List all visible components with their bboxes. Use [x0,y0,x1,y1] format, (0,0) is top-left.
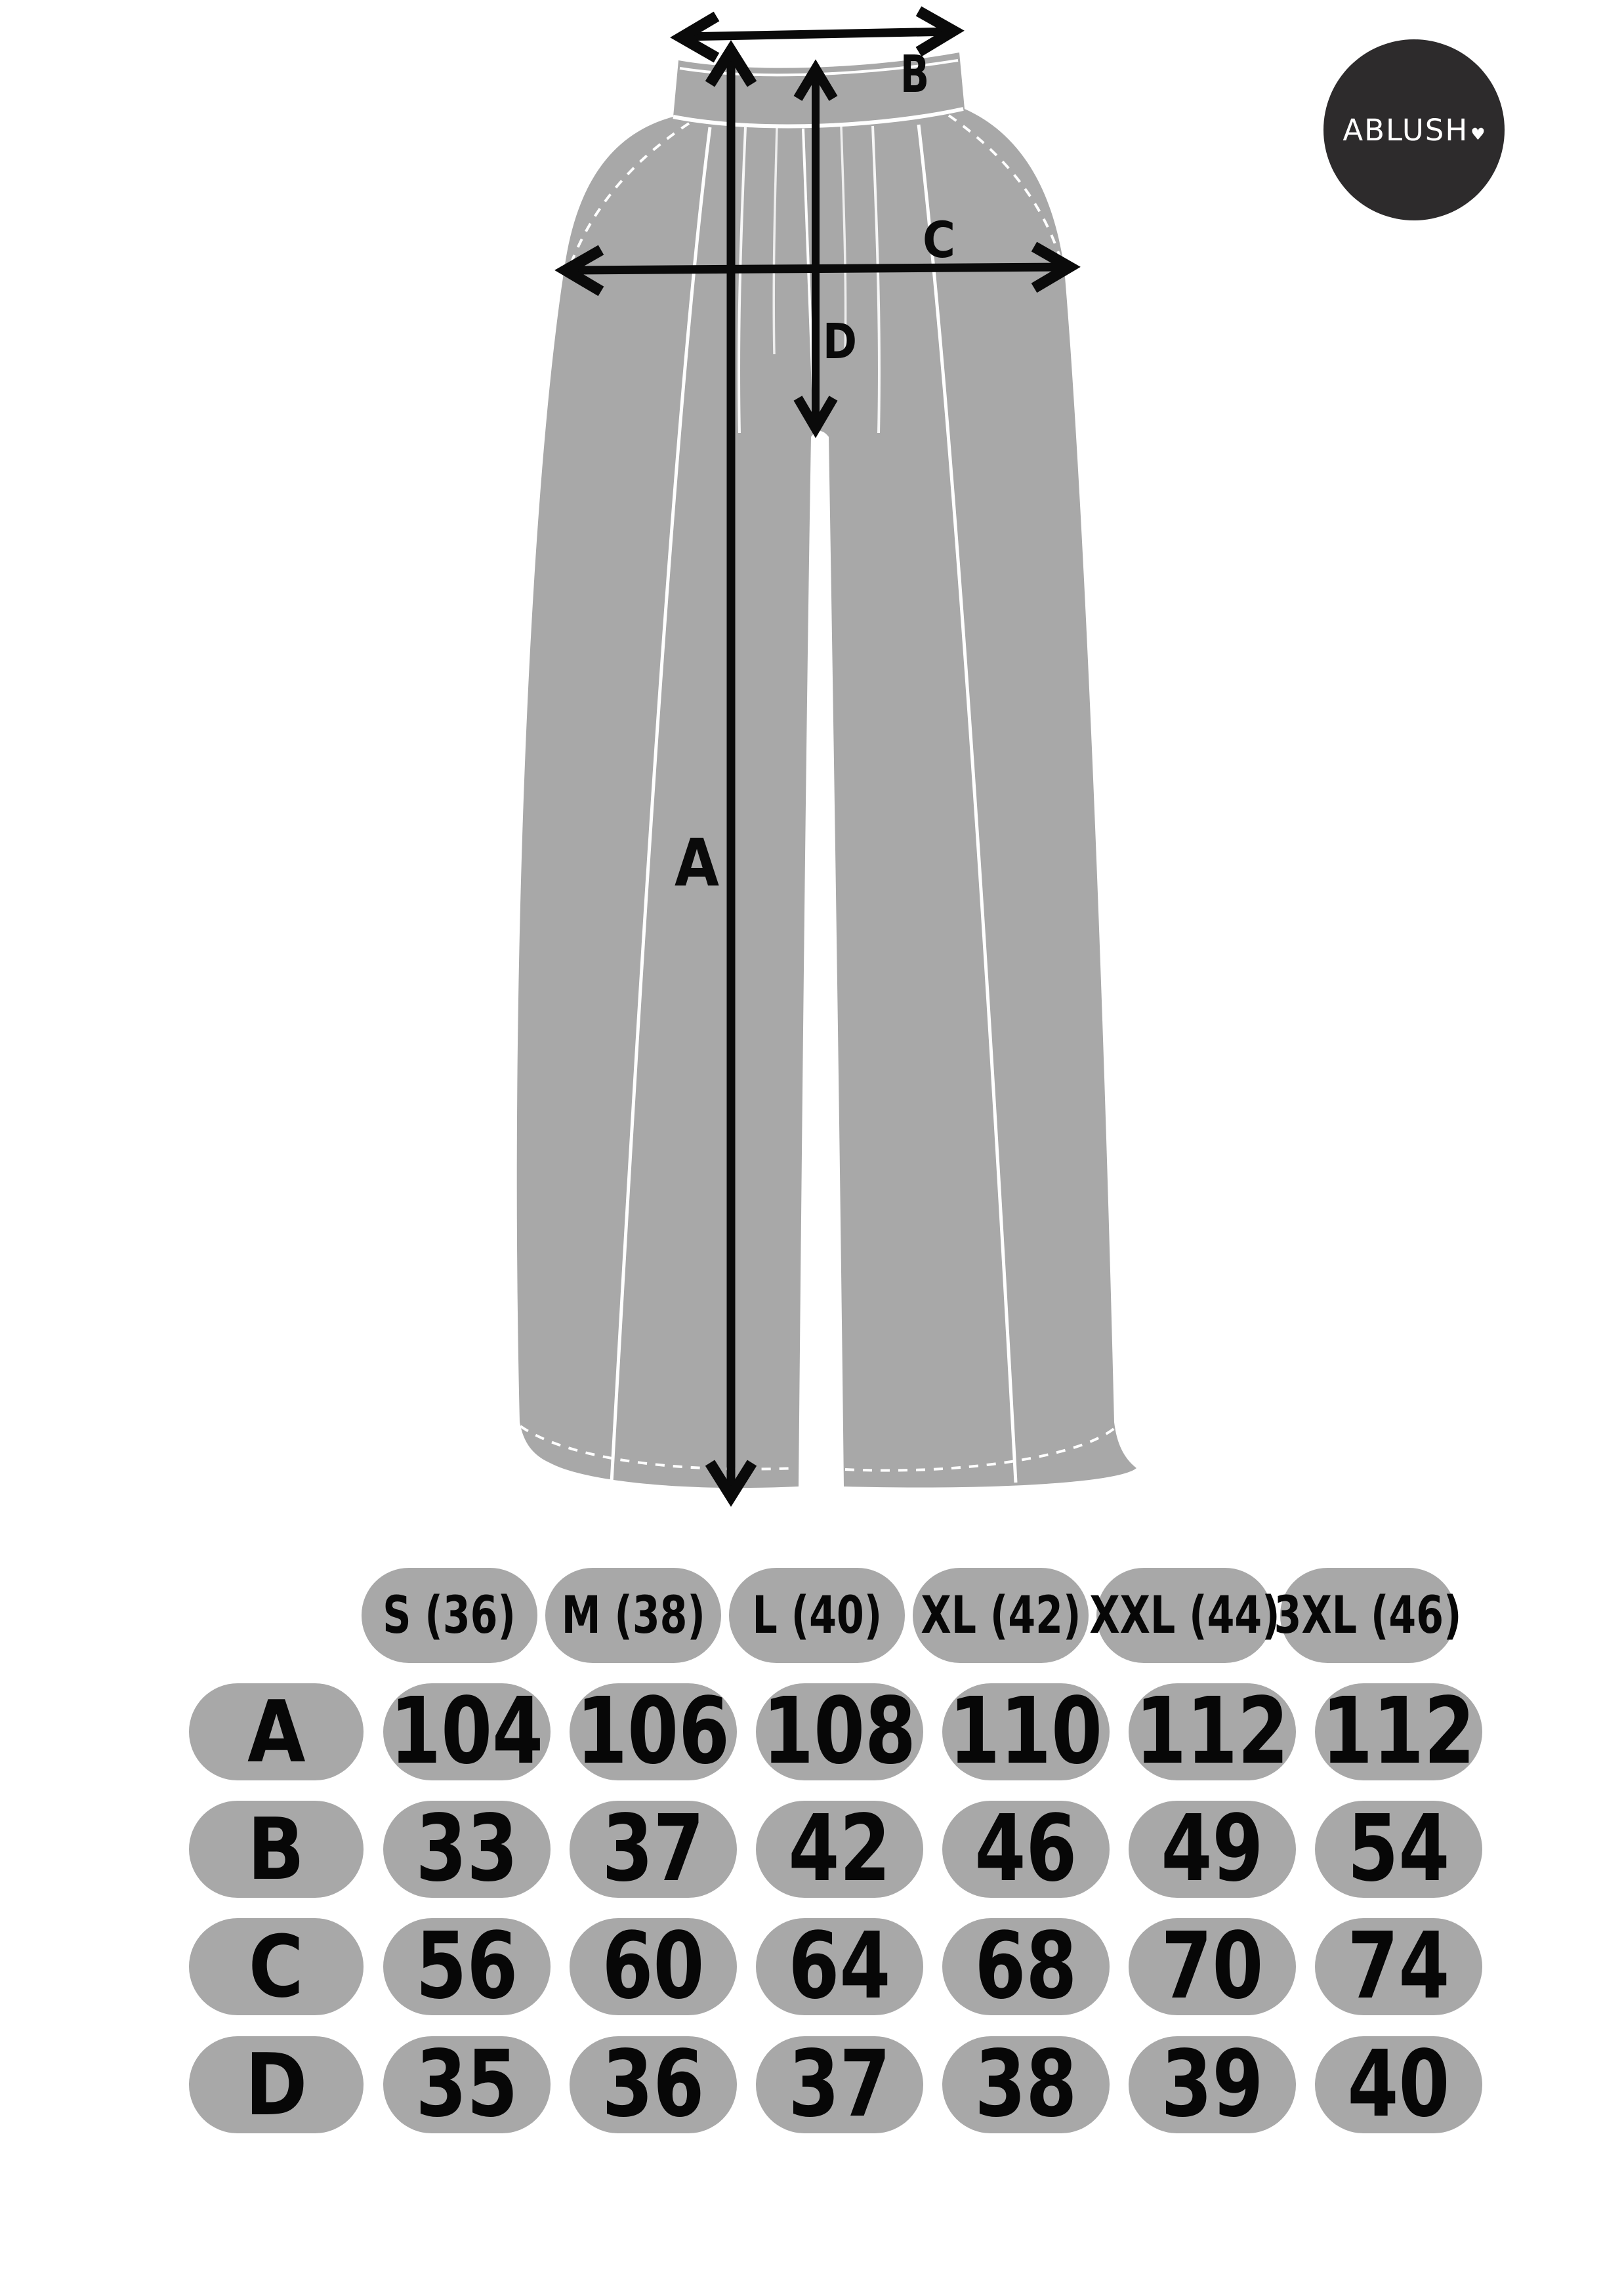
size-header-label: XL (42) [921,1586,1081,1645]
measure-value-pill [570,1795,737,1902]
size-header-pill [913,1568,1089,1663]
measure-value: 49 [1161,1795,1264,1902]
size-header-pill [1274,1568,1462,1663]
label-b: B [900,45,929,104]
measure-value: 42 [788,1795,891,1902]
measure-value: 39 [1161,2031,1264,2138]
heart-icon: ♥ [1470,124,1486,144]
table-row-a [189,1678,1482,1785]
measure-value: 36 [602,2031,705,2138]
measure-letter: A [247,1682,306,1782]
measure-value: 104 [390,1678,544,1785]
measure-value: 110 [949,1678,1103,1785]
measure-value: 46 [974,1795,1077,1902]
measure-value: 33 [415,1795,518,1902]
measure-value: 37 [602,1795,705,1902]
measure-value: 54 [1347,1795,1450,1902]
measure-value: 74 [1347,1913,1450,2020]
measure-value: 64 [788,1913,891,2020]
measure-value-pill [942,1913,1110,2020]
measure-value: 112 [1135,1678,1289,1785]
measure-value-pill [942,1795,1110,1902]
measure-value-pill [756,1795,923,1902]
measure-value-pill [756,2031,923,2138]
table-row-c [189,1913,1482,2020]
measure-value-pill [570,1913,737,2020]
measure-value-pill [1315,1795,1482,1902]
measure-value: 40 [1347,2031,1450,2138]
measure-value-pill [1129,1913,1296,2020]
label-a: A [675,825,719,901]
table-row-b [189,1795,1482,1902]
measure-value-pill [570,2031,737,2138]
measure-value-pill [1315,2031,1482,2138]
size-header-row [362,1568,1462,1663]
size-header-pill [362,1568,537,1663]
measure-value-pill [383,2031,551,2138]
size-header-pill [1089,1568,1280,1663]
brand-name: ABLUSH [1343,112,1469,148]
measure-value-pill [1315,1678,1482,1785]
measure-value-pill [1129,1678,1296,1785]
measure-label-pill [189,2036,364,2133]
measure-value-pill [570,1678,737,1785]
table-row-d [189,2031,1482,2138]
measure-value-pill [383,1678,551,1785]
measure-value: 70 [1161,1913,1264,2020]
measure-label-pill [189,1918,364,2015]
measure-value: 56 [415,1913,518,2020]
size-header-label: 3XL (46) [1274,1586,1462,1645]
measure-value: 68 [974,1913,1077,2020]
size-header-label: M (38) [561,1586,705,1645]
size-header-pill [545,1568,721,1663]
label-d: D [823,314,857,370]
size-header-label: S (36) [383,1586,516,1645]
measure-label-pill [189,1683,364,1780]
measure-value: 38 [974,2031,1077,2138]
measure-value: 35 [415,2031,518,2138]
measure-value-pill [942,1678,1110,1785]
measure-value: 37 [788,2031,891,2138]
measure-value: 106 [576,1678,730,1785]
measure-value: 60 [602,1913,705,2020]
measure-value-pill [756,1913,923,2020]
size-header-label: L (40) [752,1586,882,1645]
size-header-pill [729,1568,905,1663]
measure-value-pill [383,1795,551,1902]
measure-value-pill [1315,1913,1482,2020]
measure-letter: C [249,1917,304,2017]
measure-value: 112 [1322,1678,1476,1785]
measure-label-pill [189,1801,364,1898]
label-c: C [923,211,955,269]
size-header-label: XXL (44) [1089,1586,1280,1645]
measure-value-pill [1129,1795,1296,1902]
measure-value-pill [942,2031,1110,2138]
measure-value: 108 [762,1678,917,1785]
measure-letter: D [245,2035,308,2135]
measure-value-pill [756,1678,923,1785]
measure-letter: B [247,1799,305,1899]
measure-value-pill [1129,2031,1296,2138]
measure-value-pill [383,1913,551,2020]
